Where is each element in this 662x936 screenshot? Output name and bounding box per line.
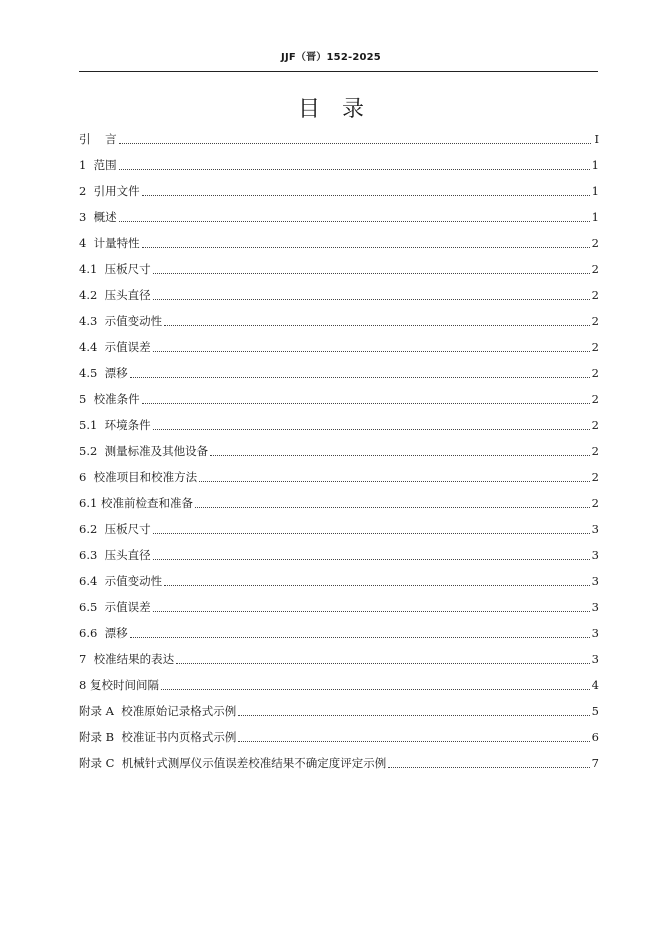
dot-leader [199, 481, 590, 482]
toc-entry[interactable] [79, 594, 599, 620]
toc-entry[interactable] [79, 750, 599, 776]
toc-entry-label: 6 校准项目和校准方法 [79, 470, 198, 484]
dot-leader [238, 741, 589, 742]
toc-entry[interactable] [79, 204, 599, 230]
toc-entry-label: 4.1 压板尺寸 [79, 262, 151, 276]
toc-entry-page-number: 3 [591, 652, 599, 666]
toc-entry-page-number: 1 [591, 210, 599, 224]
toc-entry-page-number: 3 [591, 548, 599, 562]
header-divider [79, 71, 598, 72]
toc-entry-page-number: 3 [591, 574, 599, 588]
toc-entry-label: 8 复校时间间隔 [79, 678, 159, 692]
dot-leader [153, 299, 590, 300]
dot-leader [130, 637, 590, 638]
toc-entry-label: 7 校准结果的表达 [79, 652, 175, 666]
toc-entry-label: 4 计量特性 [79, 236, 140, 250]
toc-entry-label: 4.3 示值变动性 [79, 314, 163, 328]
toc-entry-page-number: 5 [591, 704, 599, 718]
toc-entry-label: 5.2 测量标准及其他设备 [79, 444, 209, 458]
toc-entry-page-number: 2 [591, 496, 599, 510]
toc-entry[interactable] [79, 672, 599, 698]
dot-leader [238, 715, 589, 716]
toc-entry-page-number: I [594, 132, 599, 146]
dot-leader [119, 221, 590, 222]
dot-leader [153, 351, 590, 352]
dot-leader [164, 585, 590, 586]
toc-entry-page-number: 2 [591, 366, 599, 380]
toc-entry-page-number: 2 [591, 262, 599, 276]
toc-entry[interactable] [79, 334, 599, 360]
dot-leader [130, 377, 590, 378]
toc-entry-page-number: 2 [591, 444, 599, 458]
toc-entry-label: 4.5 漂移 [79, 366, 128, 380]
toc-entry-page-number: 7 [591, 756, 599, 770]
toc-entry-page-number: 4 [591, 678, 599, 692]
toc-entry-label: 6.2 压板尺寸 [79, 522, 151, 536]
toc-entry[interactable] [79, 360, 599, 386]
toc-entry-label: 引 言 [79, 132, 117, 146]
toc-entry[interactable] [79, 412, 599, 438]
toc-entry[interactable] [79, 152, 599, 178]
toc-entry[interactable] [79, 256, 599, 282]
dot-leader [210, 455, 590, 456]
toc-entry-label: 6.6 漂移 [79, 626, 128, 640]
dot-leader [388, 767, 589, 768]
dot-leader [142, 247, 590, 248]
toc-entry-label: 5 校准条件 [79, 392, 140, 406]
toc-entry-label: 附录 B 校准证书内页格式示例 [79, 730, 237, 744]
toc-entry[interactable] [79, 464, 599, 490]
toc-entry-page-number: 3 [591, 522, 599, 536]
toc-entry-page-number: 2 [591, 340, 599, 354]
toc-entry-page-number: 2 [591, 314, 599, 328]
dot-leader [153, 559, 590, 560]
toc-entry-label: 附录 C 机械针式测厚仪示值误差校准结果不确定度评定示例 [79, 756, 387, 770]
toc-entry[interactable] [79, 516, 599, 542]
toc-entry-label: 6.1 校准前检查和准备 [79, 496, 193, 510]
dot-leader [153, 611, 590, 612]
document-code-header: JJF（晋）152-2025 [281, 52, 381, 63]
toc-entry-label: 4.4 示值误差 [79, 340, 151, 354]
toc-entry-page-number: 2 [591, 236, 599, 250]
toc-entry[interactable] [79, 490, 599, 516]
toc-entry-label: 4.2 压头直径 [79, 288, 151, 302]
toc-entry[interactable] [79, 698, 599, 724]
toc-entry[interactable] [79, 230, 599, 256]
toc-entry-label: 附录 A 校准原始记录格式示例 [79, 704, 237, 718]
toc-entry-label: 6.5 示值误差 [79, 600, 151, 614]
dot-leader [164, 325, 590, 326]
toc-entry-page-number: 3 [591, 600, 599, 614]
toc-entry[interactable] [79, 308, 599, 334]
dot-leader [142, 195, 590, 196]
toc-entry-page-number: 2 [591, 418, 599, 432]
page-title: 目录 [297, 97, 386, 122]
dot-leader [142, 403, 590, 404]
dot-leader [195, 507, 590, 508]
dot-leader [153, 429, 590, 430]
toc-entry[interactable] [79, 178, 599, 204]
toc-entry-page-number: 1 [591, 158, 599, 172]
toc-entry[interactable] [79, 620, 599, 646]
toc-entry[interactable] [79, 542, 599, 568]
toc-entry-label: 6.3 压头直径 [79, 548, 151, 562]
dot-leader [161, 689, 590, 690]
toc-entry-label: 1 范围 [79, 158, 117, 172]
toc-entry-page-number: 3 [591, 626, 599, 640]
dot-leader [119, 169, 590, 170]
toc-entry-page-number: 2 [591, 288, 599, 302]
toc-entry[interactable] [79, 282, 599, 308]
toc-entry-page-number: 2 [591, 392, 599, 406]
toc-entry-page-number: 1 [591, 184, 599, 198]
table-of-contents [79, 126, 599, 776]
toc-entry[interactable] [79, 646, 599, 672]
toc-entry[interactable] [79, 724, 599, 750]
toc-entry-label: 2 引用文件 [79, 184, 140, 198]
toc-entry[interactable] [79, 438, 599, 464]
toc-entry[interactable] [79, 386, 599, 412]
toc-entry-label: 3 概述 [79, 210, 117, 224]
toc-entry-page-number: 6 [591, 730, 599, 744]
toc-entry[interactable] [79, 126, 599, 152]
toc-entry-label: 6.4 示值变动性 [79, 574, 163, 588]
toc-entry[interactable] [79, 568, 599, 594]
toc-entry-page-number: 2 [591, 470, 599, 484]
toc-entry-label: 5.1 环境条件 [79, 418, 151, 432]
dot-leader [153, 533, 590, 534]
dot-leader [176, 663, 590, 664]
dot-leader [153, 273, 590, 274]
dot-leader [119, 143, 591, 144]
